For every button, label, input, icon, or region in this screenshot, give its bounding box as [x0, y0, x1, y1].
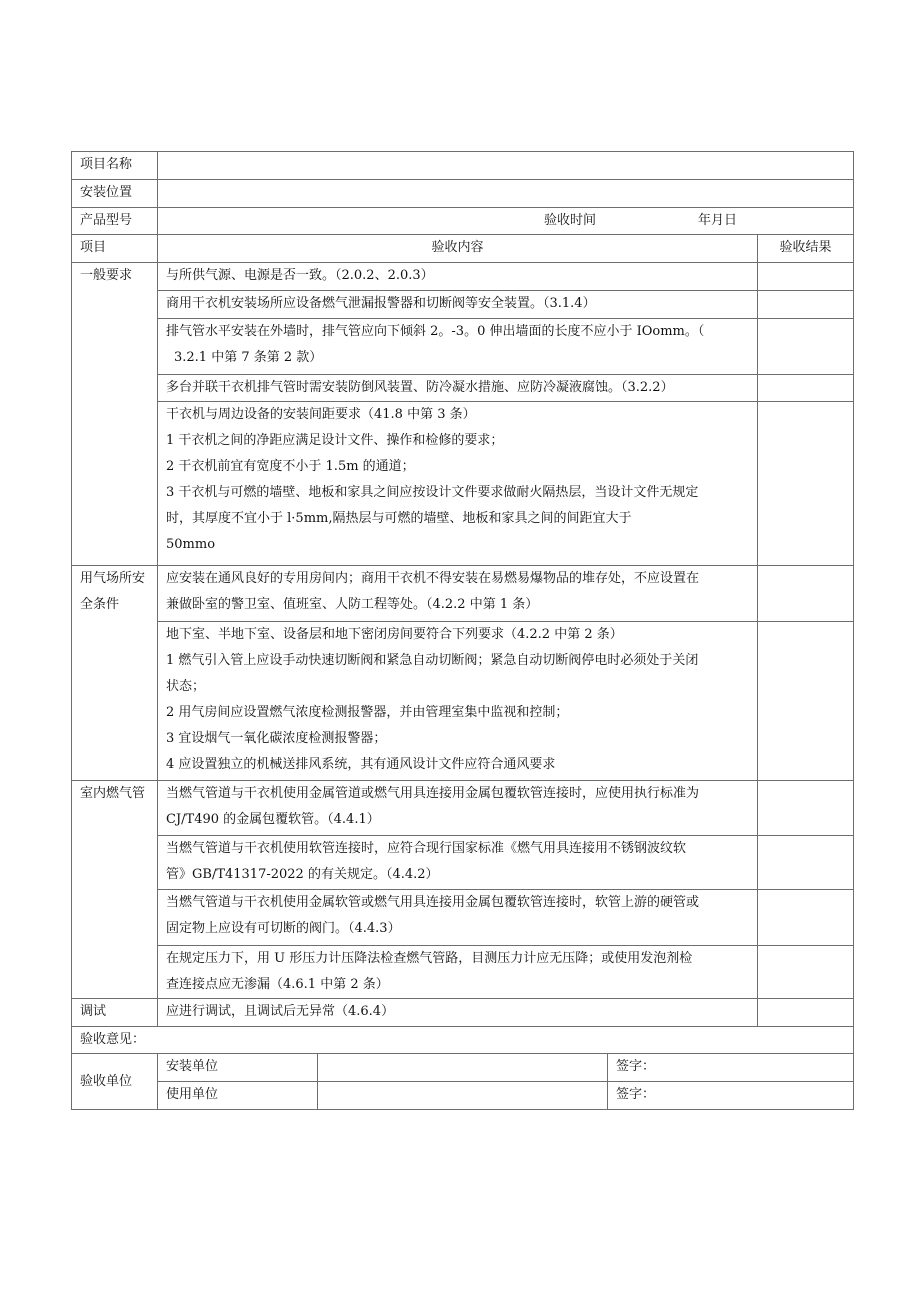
requirement-line: 管》GB/T41317-2022 的有关规定。（4.4.2）: [166, 867, 439, 882]
installer-label: 安装单位: [158, 1054, 318, 1082]
requirement-line: 3 宜设烟气一氧化碳浓度检测报警器；: [166, 731, 387, 746]
install-location-label: 安装位置: [72, 180, 158, 208]
requirement-line: 2 用气房间应设置燃气浓度检测报警器，并由管理室集中监视和控制；: [166, 705, 569, 720]
installer-signature[interactable]: 签字：: [608, 1054, 854, 1082]
requirement-line: 在规定压力下，用 U 形压力计压降法检查燃气管路，目测压力计应无压降；或使用发泡剂检: [166, 951, 693, 966]
requirement-line: 查连接点应无渗漏（4.6.1 中第 2 条）: [166, 977, 389, 992]
requirement-line: 1 燃气引入管上应设手动快速切断阀和紧急自动切断阀；紧急自动切断阀停电时必须处于关闭: [166, 653, 699, 668]
requirement-line: 兼做卧室的警卫室、值班室、人防工程等处。（4.2.2 中第 1 条）: [166, 597, 539, 612]
requirement-line: 1 干衣机之间的净距应满足设计文件、操作和检修的要求；: [166, 433, 504, 448]
requirement-text: 商用干衣机安装场所应设备燃气泄漏报警器和切断阀等安全装置。（3.1.4）: [158, 291, 758, 319]
result-cell[interactable]: [758, 319, 854, 375]
project-name-label: 项目名称: [72, 152, 158, 180]
table-row: [72, 263, 854, 291]
row-user: [72, 1082, 854, 1110]
requirement-line: 3.2.1 中第 7 条第 2 款）: [174, 350, 323, 365]
result-cell[interactable]: [758, 263, 854, 291]
user-name-field[interactable]: [318, 1082, 608, 1110]
product-model-value[interactable]: [158, 208, 854, 235]
result-cell[interactable]: [758, 566, 854, 622]
result-cell[interactable]: [758, 622, 854, 781]
col-header-content: 验收内容: [158, 235, 758, 263]
installer-name-field[interactable]: [318, 1054, 608, 1082]
acceptance-time-label: 验收时间: [544, 213, 597, 228]
result-cell[interactable]: [758, 836, 854, 890]
requirement-text: [158, 319, 758, 375]
install-location-value[interactable]: [158, 180, 854, 208]
requirement-text: [158, 836, 758, 890]
category-line: 全条件: [80, 597, 120, 612]
requirement-text: 应进行调试，且调试后无异常（4.6.4）: [158, 999, 758, 1027]
requirement-line: 4 应设置独立的机械送排风系统，其有通风设计文件应符合通风要求: [166, 757, 556, 772]
product-model-label: 产品型号: [72, 208, 158, 235]
requirement-text: [158, 781, 758, 836]
requirement-line: 当燃气管道与干衣机使用金属软管或燃气用具连接用金属包覆软管连接时，软管上游的硬管或: [166, 895, 700, 910]
requirement-text: [158, 402, 758, 566]
result-cell[interactable]: [758, 375, 854, 402]
user-label: 使用单位: [158, 1082, 318, 1110]
col-header-result: 验收结果: [758, 235, 854, 263]
requirement-text: [158, 566, 758, 622]
table-row: [72, 946, 854, 999]
table-row: [72, 622, 854, 781]
table-row: [72, 566, 854, 622]
result-cell[interactable]: [758, 781, 854, 836]
requirement-line: 干衣机与周边设备的安装间距要求（41.8 中第 3 条）: [166, 407, 476, 422]
result-cell[interactable]: [758, 402, 854, 566]
requirement-line: 状态；: [166, 679, 206, 694]
col-header-item: 项目: [72, 235, 158, 263]
requirement-text: 与所供气源、电源是否一致。（2.0.2、2.0.3）: [158, 263, 758, 291]
table-row: [72, 375, 854, 402]
acceptance-date-field[interactable]: 年月日: [698, 213, 738, 228]
requirement-line: 排气管水平安装在外墙时，排气管应向下倾斜 2。-3。0 伸出墙面的长度不应小于 IOomm。（: [166, 324, 705, 339]
table-row: [72, 890, 854, 946]
table-row: [72, 402, 854, 566]
requirement-line: 时，其厚度不宜小于 l·5mm,隔热层与可燃的墙壁、地板和家具之间的间距宜大于: [166, 511, 632, 526]
row-install-location: [72, 180, 854, 208]
row-opinion: [72, 1027, 854, 1054]
result-cell[interactable]: [758, 999, 854, 1027]
requirement-line: 当燃气管道与干衣机使用软管连接时，应符合现行国家标准《燃气用具连接用不锈钢波纹软: [166, 841, 687, 856]
acceptance-opinion[interactable]: 验收意见：: [72, 1027, 854, 1054]
table-row: [72, 781, 854, 836]
result-cell[interactable]: [758, 291, 854, 319]
project-name-value[interactable]: [158, 152, 854, 180]
requirement-line: 固定物上应设有可切断的阀门。（4.4.3）: [166, 921, 401, 936]
category-debug: 调试: [72, 999, 158, 1027]
requirement-text: 多台并联干衣机排气管时需安装防倒风装置、防冷凝水措施、应防冷凝液腐蚀。（3.2.2）: [158, 375, 758, 402]
requirement-text: [158, 622, 758, 781]
table-row: [72, 291, 854, 319]
requirement-text: [158, 946, 758, 999]
requirement-line: 50mmo: [166, 537, 216, 552]
category-line: 用气场所安: [80, 571, 146, 586]
table-row: [72, 319, 854, 375]
table-row: [72, 999, 854, 1027]
acceptance-form: [71, 151, 853, 1110]
requirement-line: 地下室、半地下室、设备层和地下密闭房间要符合下列要求（4.2.2 中第 2 条）: [166, 627, 623, 642]
user-signature[interactable]: 签字：: [608, 1082, 854, 1110]
result-cell[interactable]: [758, 946, 854, 999]
category-general: 一般要求: [72, 263, 158, 566]
category-site-safety: [72, 566, 158, 781]
requirement-line: 当燃气管道与干衣机使用金属管道或燃气用具连接用金属包覆软管连接时，应使用执行标准为: [166, 786, 700, 801]
requirement-line: 3 干衣机与可燃的墙壁、地板和家具之间应按设计文件要求做耐火隔热层，当设计文件无规定: [166, 485, 699, 500]
table-row: [72, 836, 854, 890]
row-installer: [72, 1054, 854, 1082]
requirement-text: [158, 890, 758, 946]
acceptance-unit-label: 验收单位: [72, 1054, 158, 1110]
requirement-line: 应安装在通风良好的专用房间内；商用干衣机不得安装在易燃易爆物品的堆存处，不应设置在: [166, 571, 700, 586]
requirement-line: CJ/T490 的金属包覆软管。（4.4.1）: [166, 812, 380, 827]
category-indoor-pipe: 室内燃气管: [72, 781, 158, 999]
row-product-model: [72, 208, 854, 235]
row-project-name: [72, 152, 854, 180]
row-column-headers: [72, 235, 854, 263]
requirement-line: 2 干衣机前宜有宽度不小于 1.5m 的通道；: [166, 459, 415, 474]
result-cell[interactable]: [758, 890, 854, 946]
acceptance-table: [71, 151, 854, 1110]
